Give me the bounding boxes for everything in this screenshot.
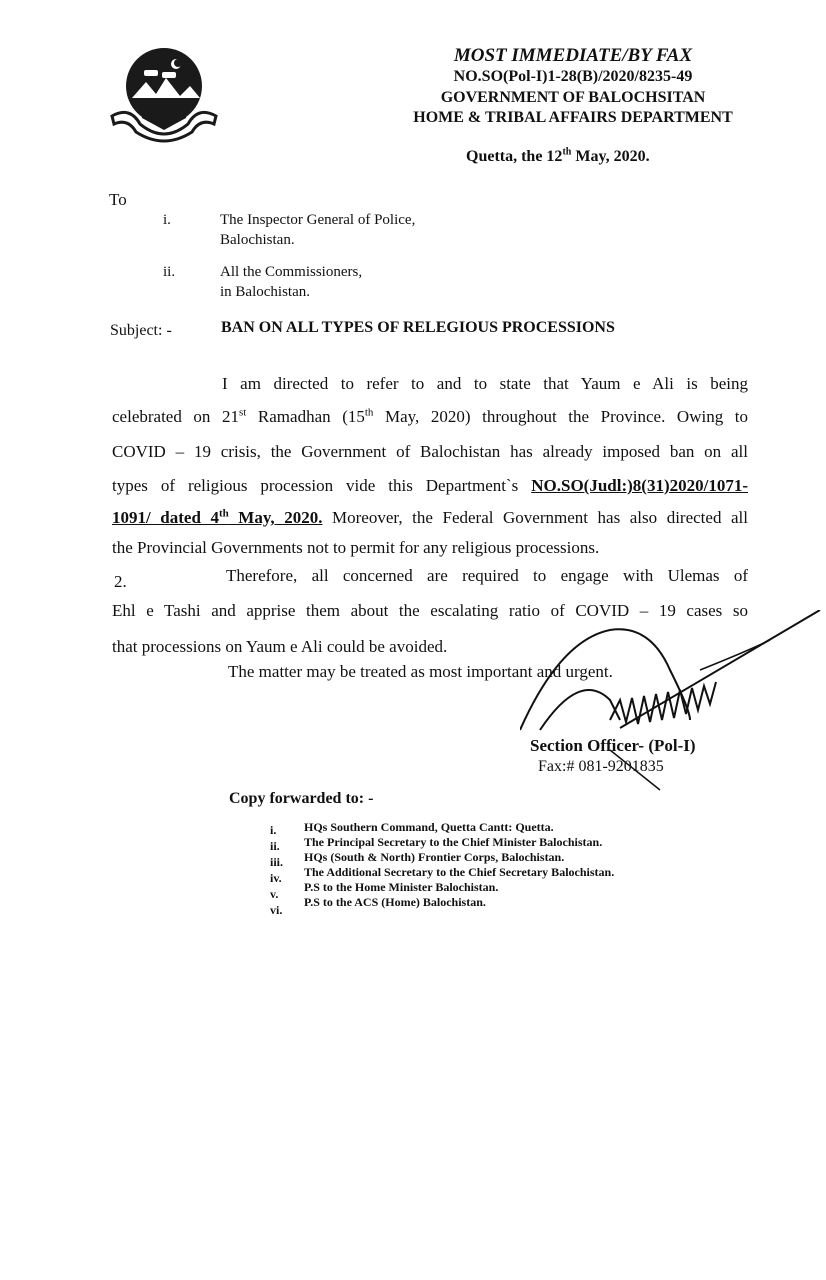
body-paragraph-2: Therefore, all concerned are required to engage with Ulemas of Ehl e Tashi and apprise them about the escalating ratio of COVID – 19 cases so that processions on Yaum e Ali could be avoided. bbox=[112, 566, 748, 656]
government-name: GOVERNMENT OF BALOCHSITAN bbox=[440, 89, 706, 106]
government-emblem-logo bbox=[110, 46, 218, 146]
department-name: HOME & TRIBAL AFFAIRS DEPARTMENT bbox=[413, 109, 733, 126]
copy-list: i. HQs Southern Command, Quetta Cantt: Quetta. ii. The Principal Secretary to the Chief Minister Balochistan. iii. HQs (South & North) Frontier Corps, Balochistan. iv. The Additional Secretary to the Chief Secretary Balochistan. v. P.S to the Home Minister Balochistan. vi. P.S to the ACS (Home) Balochistan. bbox=[270, 820, 615, 917]
signatory-title: Section Officer- (Pol-I) bbox=[530, 736, 696, 755]
subject-label: Subject: - bbox=[110, 322, 172, 339]
recipient-address: All the Commissioners, in Balochistan. bbox=[220, 264, 363, 300]
body-paragraph-3: The matter may be treated as most important and urgent. bbox=[228, 662, 613, 681]
body-paragraph-1: I am directed to refer to and to state that Yaum e Ali is being celebrated on 21st Ramadhan (15th May, 2020) throughout the Province. Owing to COVID – 19 crisis, the Government of Balochistan has already imposed ban on all types of religious procession vide this Department`s NO.SO(Judl:)8(31)2020/1071- 1091/ dated 4th May, 2020. Moreover, the Federal Government has also directed all the Provincial Governments not to permit for any religious processions. bbox=[112, 374, 748, 557]
recipient-number: i. bbox=[163, 212, 171, 228]
fax-number: Fax:# 081-9201835 bbox=[538, 758, 664, 775]
paragraph-number: 2. bbox=[114, 572, 127, 591]
subject-text: BAN ON ALL TYPES OF RELEGIOUS PROCESSIONS bbox=[221, 319, 615, 336]
priority-heading: MOST IMMEDIATE/BY FAX bbox=[453, 45, 693, 66]
reference-number: NO.SO(Pol-I)1-28(B)/2020/8235-49 bbox=[453, 68, 693, 85]
recipient-number: ii. bbox=[163, 264, 176, 280]
copy-forwarded-heading: Copy forwarded to: - bbox=[229, 790, 374, 807]
to-label: To bbox=[109, 190, 127, 209]
letter-date: Quetta, the 12th May, 2020. bbox=[466, 146, 650, 165]
recipient-address: The Inspector General of Police, Balochistan. bbox=[220, 212, 416, 248]
reference-date: 1091/ dated 4th May, 2020. bbox=[112, 507, 323, 527]
reference-link: NO.SO(Judl:)8(31)2020/1071- bbox=[531, 476, 748, 495]
